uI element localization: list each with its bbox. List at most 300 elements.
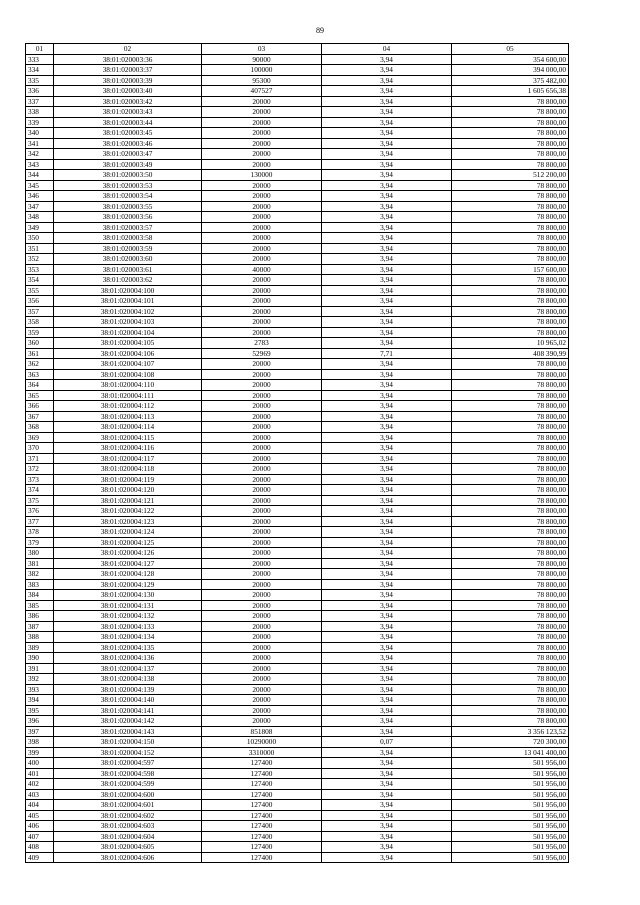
table-row: [26, 474, 569, 485]
row-number-cell: 408: [26, 842, 54, 853]
row-number-cell: 409: [26, 852, 54, 863]
row-number-cell: 391: [26, 663, 54, 674]
cadastral-number-cell: 38:01:020004:606: [54, 852, 202, 863]
header-cell-01: 01: [26, 44, 54, 55]
table-row: [26, 810, 569, 821]
row-number-cell: 402: [26, 779, 54, 790]
table-row: [26, 516, 569, 527]
table-row: [26, 327, 569, 338]
cadastral-number-cell: 38:01:020004:135: [54, 642, 202, 653]
cadastral-number-cell: 38:01:020004:118: [54, 464, 202, 475]
area-cell: 20000: [202, 464, 322, 475]
rate-cell: 3,94: [322, 674, 452, 685]
amount-cell: 78 800,00: [452, 716, 569, 727]
row-number-cell: 369: [26, 432, 54, 443]
cadastral-number-cell: 38:01:020003:46: [54, 138, 202, 149]
amount-cell: 78 800,00: [452, 149, 569, 160]
table-row: [26, 632, 569, 643]
rate-cell: 3,94: [322, 758, 452, 769]
area-cell: 20000: [202, 191, 322, 202]
header-cell-02: 02: [54, 44, 202, 55]
table-row: [26, 285, 569, 296]
cadastral-number-cell: 38:01:020004:605: [54, 842, 202, 853]
rate-cell: 3,94: [322, 821, 452, 832]
table-body: [26, 54, 569, 863]
rate-cell: 3,94: [322, 149, 452, 160]
table-row: [26, 569, 569, 580]
row-number-cell: 406: [26, 821, 54, 832]
row-number-cell: 404: [26, 800, 54, 811]
table-row: [26, 222, 569, 233]
row-number-cell: 359: [26, 327, 54, 338]
row-number-cell: 381: [26, 558, 54, 569]
rate-cell: 3,94: [322, 443, 452, 454]
rate-cell: 3,94: [322, 852, 452, 863]
row-number-cell: 351: [26, 243, 54, 254]
amount-cell: 78 800,00: [452, 569, 569, 580]
table-row: [26, 170, 569, 181]
amount-cell: 78 800,00: [452, 453, 569, 464]
row-number-cell: 397: [26, 726, 54, 737]
rate-cell: 3,94: [322, 243, 452, 254]
cadastral-number-cell: 38:01:020004:127: [54, 558, 202, 569]
table-row: [26, 674, 569, 685]
amount-cell: 13 041 400,00: [452, 747, 569, 758]
cadastral-number-cell: 38:01:020004:122: [54, 506, 202, 517]
cadastral-number-cell: 38:01:020004:138: [54, 674, 202, 685]
rate-cell: 3,94: [322, 369, 452, 380]
table-row: [26, 485, 569, 496]
rate-cell: 3,94: [322, 191, 452, 202]
amount-cell: 501 956,00: [452, 831, 569, 842]
amount-cell: 501 956,00: [452, 768, 569, 779]
rate-cell: 3,94: [322, 747, 452, 758]
rate-cell: 3,94: [322, 485, 452, 496]
row-number-cell: 365: [26, 390, 54, 401]
row-number-cell: 370: [26, 443, 54, 454]
rate-cell: 3,94: [322, 537, 452, 548]
table-row: [26, 86, 569, 97]
table-row: [26, 443, 569, 454]
amount-cell: 78 800,00: [452, 411, 569, 422]
rate-cell: 3,94: [322, 296, 452, 307]
area-cell: 20000: [202, 296, 322, 307]
row-number-cell: 357: [26, 306, 54, 317]
amount-cell: 501 956,00: [452, 758, 569, 769]
amount-cell: 78 800,00: [452, 432, 569, 443]
amount-cell: 78 800,00: [452, 705, 569, 716]
area-cell: 20000: [202, 548, 322, 559]
row-number-cell: 367: [26, 411, 54, 422]
cadastral-number-cell: 38:01:020004:120: [54, 485, 202, 496]
cadastral-number-cell: 38:01:020004:133: [54, 621, 202, 632]
cadastral-number-cell: 38:01:020004:100: [54, 285, 202, 296]
area-cell: 40000: [202, 264, 322, 275]
table-row: [26, 453, 569, 464]
amount-cell: 78 800,00: [452, 317, 569, 328]
rate-cell: 3,94: [322, 779, 452, 790]
cadastral-number-cell: 38:01:020004:129: [54, 579, 202, 590]
cadastral-number-cell: 38:01:020003:61: [54, 264, 202, 275]
table-row: [26, 842, 569, 853]
row-number-cell: 371: [26, 453, 54, 464]
area-cell: 20000: [202, 180, 322, 191]
rate-cell: 3,94: [322, 590, 452, 601]
table-row: [26, 254, 569, 265]
table-row: [26, 159, 569, 170]
row-number-cell: 358: [26, 317, 54, 328]
cadastral-number-cell: 38:01:020004:598: [54, 768, 202, 779]
amount-cell: 1 605 656,38: [452, 86, 569, 97]
table-row: [26, 180, 569, 191]
row-number-cell: 407: [26, 831, 54, 842]
cadastral-number-cell: 38:01:020004:104: [54, 327, 202, 338]
cadastral-number-cell: 38:01:020004:101: [54, 296, 202, 307]
amount-cell: 78 800,00: [452, 212, 569, 223]
row-number-cell: 362: [26, 359, 54, 370]
amount-cell: 78 800,00: [452, 516, 569, 527]
row-number-cell: 342: [26, 149, 54, 160]
rate-cell: 3,94: [322, 789, 452, 800]
table-row: [26, 548, 569, 559]
cadastral-number-cell: 38:01:020003:37: [54, 65, 202, 76]
area-cell: 20000: [202, 369, 322, 380]
rate-cell: 3,94: [322, 621, 452, 632]
row-number-cell: 355: [26, 285, 54, 296]
rate-cell: 3,94: [322, 516, 452, 527]
area-cell: 20000: [202, 621, 322, 632]
cadastral-number-cell: 38:01:020004:106: [54, 348, 202, 359]
cadastral-number-cell: 38:01:020004:152: [54, 747, 202, 758]
table-row: [26, 684, 569, 695]
area-cell: 851808: [202, 726, 322, 737]
amount-cell: 78 800,00: [452, 191, 569, 202]
rate-cell: 3,94: [322, 380, 452, 391]
row-number-cell: 350: [26, 233, 54, 244]
amount-cell: 78 800,00: [452, 485, 569, 496]
rate-cell: 3,94: [322, 453, 452, 464]
amount-cell: 78 800,00: [452, 159, 569, 170]
amount-cell: 78 800,00: [452, 600, 569, 611]
table-row: [26, 716, 569, 727]
area-cell: 20000: [202, 212, 322, 223]
header-cell-03: 03: [202, 44, 322, 55]
area-cell: 407527: [202, 86, 322, 97]
cadastral-number-cell: 38:01:020003:53: [54, 180, 202, 191]
cadastral-number-cell: 38:01:020003:57: [54, 222, 202, 233]
amount-cell: 501 956,00: [452, 779, 569, 790]
rate-cell: 3,94: [322, 726, 452, 737]
amount-cell: 157 600,00: [452, 264, 569, 275]
rate-cell: 3,94: [322, 831, 452, 842]
rate-cell: 7,71: [322, 348, 452, 359]
area-cell: 20000: [202, 401, 322, 412]
row-number-cell: 349: [26, 222, 54, 233]
area-cell: 20000: [202, 422, 322, 433]
area-cell: 20000: [202, 579, 322, 590]
amount-cell: 78 800,00: [452, 674, 569, 685]
rate-cell: 3,94: [322, 632, 452, 643]
table-header: [26, 44, 569, 55]
row-number-cell: 380: [26, 548, 54, 559]
cadastral-number-cell: 38:01:020004:604: [54, 831, 202, 842]
row-number-cell: 395: [26, 705, 54, 716]
cadastral-number-cell: 38:01:020004:130: [54, 590, 202, 601]
rate-cell: 3,94: [322, 464, 452, 475]
row-number-cell: 343: [26, 159, 54, 170]
amount-cell: 78 800,00: [452, 506, 569, 517]
area-cell: 20000: [202, 201, 322, 212]
area-cell: 20000: [202, 716, 322, 727]
cadastral-number-cell: 38:01:020004:112: [54, 401, 202, 412]
amount-cell: 394 000,00: [452, 65, 569, 76]
table-row: [26, 422, 569, 433]
table-row: [26, 506, 569, 517]
area-cell: 20000: [202, 275, 322, 286]
table-row: [26, 653, 569, 664]
table-row: [26, 621, 569, 632]
cadastral-number-cell: 38:01:020003:47: [54, 149, 202, 160]
area-cell: 20000: [202, 590, 322, 601]
cadastral-number-cell: 38:01:020004:115: [54, 432, 202, 443]
row-number-cell: 401: [26, 768, 54, 779]
amount-cell: 78 800,00: [452, 401, 569, 412]
area-cell: 127400: [202, 779, 322, 790]
row-number-cell: 383: [26, 579, 54, 590]
row-number-cell: 376: [26, 506, 54, 517]
table-row: [26, 537, 569, 548]
rate-cell: 3,94: [322, 75, 452, 86]
amount-cell: 78 800,00: [452, 464, 569, 475]
area-cell: 20000: [202, 537, 322, 548]
area-cell: 2783: [202, 338, 322, 349]
rate-cell: 3,94: [322, 810, 452, 821]
amount-cell: 78 800,00: [452, 201, 569, 212]
area-cell: 20000: [202, 96, 322, 107]
amount-cell: 354 600,00: [452, 54, 569, 65]
cadastral-number-cell: 38:01:020004:134: [54, 632, 202, 643]
rate-cell: 3,94: [322, 422, 452, 433]
amount-cell: 501 956,00: [452, 821, 569, 832]
table-row: [26, 233, 569, 244]
rate-cell: 3,94: [322, 233, 452, 244]
rate-cell: 3,94: [322, 611, 452, 622]
area-cell: 20000: [202, 705, 322, 716]
area-cell: 20000: [202, 254, 322, 265]
cadastral-number-cell: 38:01:020004:102: [54, 306, 202, 317]
cadastral-number-cell: 38:01:020003:60: [54, 254, 202, 265]
area-cell: 127400: [202, 810, 322, 821]
area-cell: 20000: [202, 569, 322, 580]
table-row: [26, 411, 569, 422]
row-number-cell: 386: [26, 611, 54, 622]
rate-cell: 3,94: [322, 558, 452, 569]
cadastral-number-cell: 38:01:020004:600: [54, 789, 202, 800]
cadastral-number-cell: 38:01:020004:597: [54, 758, 202, 769]
table-row: [26, 138, 569, 149]
amount-cell: 501 956,00: [452, 789, 569, 800]
table-row: [26, 128, 569, 139]
rate-cell: 0,07: [322, 737, 452, 748]
amount-cell: 78 800,00: [452, 621, 569, 632]
cadastral-number-cell: 38:01:020004:601: [54, 800, 202, 811]
amount-cell: 78 800,00: [452, 632, 569, 643]
rate-cell: 3,94: [322, 117, 452, 128]
rate-cell: 3,94: [322, 548, 452, 559]
table-row: [26, 338, 569, 349]
table-row: [26, 779, 569, 790]
cadastral-number-cell: 38:01:020004:121: [54, 495, 202, 506]
cadastral-number-cell: 38:01:020003:59: [54, 243, 202, 254]
row-number-cell: 366: [26, 401, 54, 412]
area-cell: 20000: [202, 149, 322, 160]
table-row: [26, 390, 569, 401]
rate-cell: 3,94: [322, 65, 452, 76]
area-cell: 127400: [202, 842, 322, 853]
cadastral-number-cell: 38:01:020003:44: [54, 117, 202, 128]
area-cell: 127400: [202, 852, 322, 863]
rate-cell: 3,94: [322, 254, 452, 265]
amount-cell: 78 800,00: [452, 527, 569, 538]
area-cell: 127400: [202, 758, 322, 769]
cadastral-number-cell: 38:01:020004:126: [54, 548, 202, 559]
header-row: [26, 44, 569, 55]
table-row: [26, 495, 569, 506]
row-number-cell: 382: [26, 569, 54, 580]
row-number-cell: 347: [26, 201, 54, 212]
table-row: [26, 201, 569, 212]
amount-cell: 78 800,00: [452, 327, 569, 338]
amount-cell: 78 800,00: [452, 474, 569, 485]
table-row: [26, 747, 569, 758]
row-number-cell: 379: [26, 537, 54, 548]
page-number: 89: [316, 26, 324, 35]
rate-cell: 3,94: [322, 506, 452, 517]
cadastral-number-cell: 38:01:020004:103: [54, 317, 202, 328]
row-number-cell: 345: [26, 180, 54, 191]
row-number-cell: 346: [26, 191, 54, 202]
cadastral-number-cell: 38:01:020004:124: [54, 527, 202, 538]
amount-cell: 78 800,00: [452, 579, 569, 590]
row-number-cell: 384: [26, 590, 54, 601]
table-row: [26, 75, 569, 86]
table-row: [26, 212, 569, 223]
area-cell: 20000: [202, 558, 322, 569]
row-number-cell: 388: [26, 632, 54, 643]
rate-cell: 3,94: [322, 212, 452, 223]
cadastral-number-cell: 38:01:020003:40: [54, 86, 202, 97]
area-cell: 20000: [202, 317, 322, 328]
cadastral-number-cell: 38:01:020003:49: [54, 159, 202, 170]
amount-cell: 78 800,00: [452, 233, 569, 244]
row-number-cell: 333: [26, 54, 54, 65]
rate-cell: 3,94: [322, 54, 452, 65]
row-number-cell: 396: [26, 716, 54, 727]
cadastral-number-cell: 38:01:020004:150: [54, 737, 202, 748]
rate-cell: 3,94: [322, 527, 452, 538]
rate-cell: 3,94: [322, 180, 452, 191]
rate-cell: 3,94: [322, 705, 452, 716]
table-row: [26, 579, 569, 590]
row-number-cell: 334: [26, 65, 54, 76]
rate-cell: 3,94: [322, 264, 452, 275]
amount-cell: 501 956,00: [452, 810, 569, 821]
amount-cell: 78 800,00: [452, 369, 569, 380]
rate-cell: 3,94: [322, 401, 452, 412]
rate-cell: 3,94: [322, 695, 452, 706]
row-number-cell: 389: [26, 642, 54, 653]
cadastral-number-cell: 38:01:020004:125: [54, 537, 202, 548]
area-cell: 130000: [202, 170, 322, 181]
table-row: [26, 432, 569, 443]
rate-cell: 3,94: [322, 842, 452, 853]
amount-cell: 78 800,00: [452, 558, 569, 569]
cadastral-number-cell: 38:01:020004:603: [54, 821, 202, 832]
table-row: [26, 65, 569, 76]
cadastral-number-cell: 38:01:020004:128: [54, 569, 202, 580]
area-cell: 20000: [202, 506, 322, 517]
row-number-cell: 374: [26, 485, 54, 496]
area-cell: 20000: [202, 107, 322, 118]
rate-cell: 3,94: [322, 338, 452, 349]
cadastral-number-cell: 38:01:020004:117: [54, 453, 202, 464]
amount-cell: 78 800,00: [452, 254, 569, 265]
amount-cell: 78 800,00: [452, 296, 569, 307]
amount-cell: 78 800,00: [452, 138, 569, 149]
cadastral-number-cell: 38:01:020003:43: [54, 107, 202, 118]
cadastral-number-cell: 38:01:020003:50: [54, 170, 202, 181]
table-row: [26, 317, 569, 328]
row-number-cell: 352: [26, 254, 54, 265]
rate-cell: 3,94: [322, 390, 452, 401]
cadastral-number-cell: 38:01:020003:42: [54, 96, 202, 107]
amount-cell: 78 800,00: [452, 180, 569, 191]
row-number-cell: 356: [26, 296, 54, 307]
row-number-cell: 363: [26, 369, 54, 380]
table-row: [26, 558, 569, 569]
row-number-cell: 398: [26, 737, 54, 748]
amount-cell: 78 800,00: [452, 128, 569, 139]
area-cell: 20000: [202, 663, 322, 674]
row-number-cell: 364: [26, 380, 54, 391]
area-cell: 52969: [202, 348, 322, 359]
rate-cell: 3,94: [322, 159, 452, 170]
rate-cell: 3,94: [322, 716, 452, 727]
row-number-cell: 338: [26, 107, 54, 118]
rate-cell: 3,94: [322, 327, 452, 338]
rate-cell: 3,94: [322, 306, 452, 317]
table-row: [26, 590, 569, 601]
area-cell: 20000: [202, 684, 322, 695]
cadastral-number-cell: 38:01:020004:132: [54, 611, 202, 622]
rate-cell: 3,94: [322, 170, 452, 181]
area-cell: 3310000: [202, 747, 322, 758]
cadastral-number-cell: 38:01:020004:113: [54, 411, 202, 422]
cadastral-number-cell: 38:01:020004:111: [54, 390, 202, 401]
cadastral-number-cell: 38:01:020004:139: [54, 684, 202, 695]
cadastral-number-cell: 38:01:020003:55: [54, 201, 202, 212]
area-cell: 20000: [202, 495, 322, 506]
area-cell: 20000: [202, 285, 322, 296]
rate-cell: 3,94: [322, 128, 452, 139]
table-row: [26, 275, 569, 286]
row-number-cell: 337: [26, 96, 54, 107]
rate-cell: 3,94: [322, 201, 452, 212]
table-row: [26, 642, 569, 653]
row-number-cell: 373: [26, 474, 54, 485]
rate-cell: 3,94: [322, 432, 452, 443]
table-row: [26, 107, 569, 118]
